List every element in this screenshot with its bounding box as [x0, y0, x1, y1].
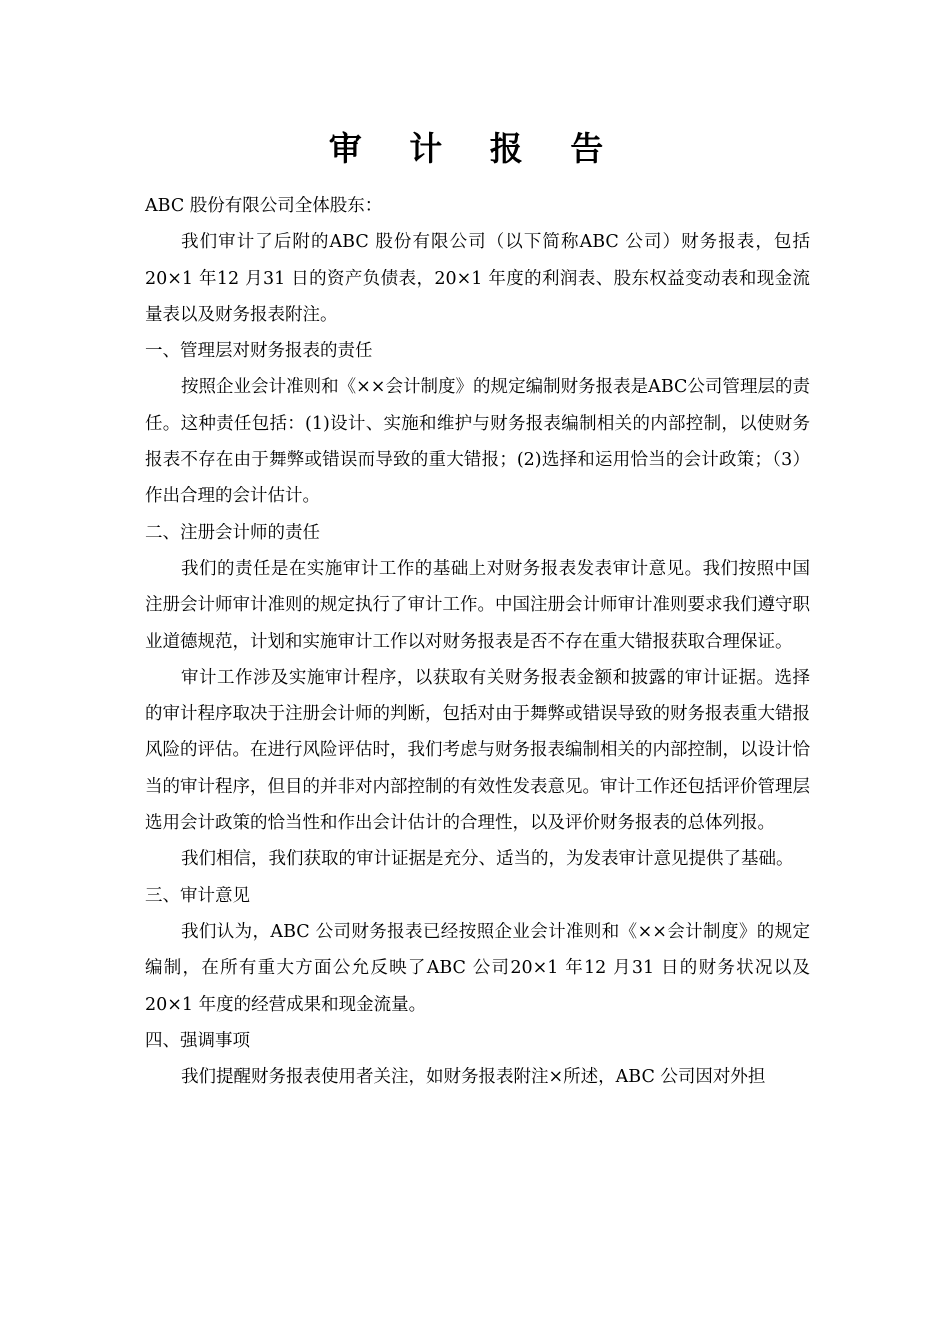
- auditor-paragraph-1: 我们的责任是在实施审计工作的基础上对财务报表发表审计意见。我们按照中国注册会计师审计准则的规定执行了审计工作。中国注册会计师审计准则要求我们遵守职业道德规范，计划和实施审计工作以对财务报表是否不存在重大错报获取合理保证。: [145, 558, 810, 652]
- emphasis-paragraph: 我们提醒财务报表使用者关注，如财务报表附注×所述，ABC 公司因对外担: [181, 1067, 766, 1088]
- intro-paragraph: 我们审计了后附的ABC 股份有限公司（以下简称ABC 公司）财务报表，包括20×1 年12 月31 日的资产负债表，20×1 年度的利润表、股东权益变动表和现金流量表以及财务报表附注。: [145, 232, 810, 325]
- section-heading-emphasis: 四、强调事项: [145, 1030, 250, 1051]
- report-title: 审 计 报 告: [328, 129, 622, 168]
- report-body: [145, 188, 810, 1095]
- addressee: ABC 股份有限公司全体股东：: [145, 196, 383, 216]
- auditor-paragraph-2: 审计工作涉及实施审计程序，以获取有关财务报表金额和披露的审计证据。选择的审计程序取决于注册会计师的判断，包括对由于舞弊或错误导致的财务报表重大错报风险的评估。在进行风险评估时，我们考虑与财务报表编制相关的内部控制，以设计恰当的审计程序，但目的并非对内部控制的有效性发表意见。审计工作还包括评价管理层选用会计政策的恰当性和作出会计估计的合理性，以及评价财务报表的总体列报。: [145, 667, 810, 834]
- auditor-paragraph-3: 我们相信，我们获取的审计证据是充分、适当的，为发表审计意见提供了基础。: [181, 849, 794, 870]
- section-heading-opinion: 三、审计意见: [145, 885, 250, 906]
- opinion-paragraph: 我们认为，ABC 公司财务报表已经按照企业会计准则和《××会计制度》的规定编制，在所有重大方面公允反映了ABC 公司20×1 年12 月31 日的财务状况以及20×1 年度的经营成果和现金流量。: [145, 921, 810, 1015]
- management-paragraph: 按照企业会计准则和《××会计制度》的规定编制财务报表是ABC公司管理层的责任。这种责任包括：(1)设计、实施和维护与财务报表编制相关的内部控制，以使财务报表不存在由于舞弊或错误而导致的重大错报；(2)选择和运用恰当的会计政策；（3）作出合理的会计估计。: [145, 377, 810, 507]
- section-heading-management: 一、管理层对财务报表的责任: [145, 341, 373, 362]
- section-heading-auditor: 二、注册会计师的责任: [145, 522, 320, 543]
